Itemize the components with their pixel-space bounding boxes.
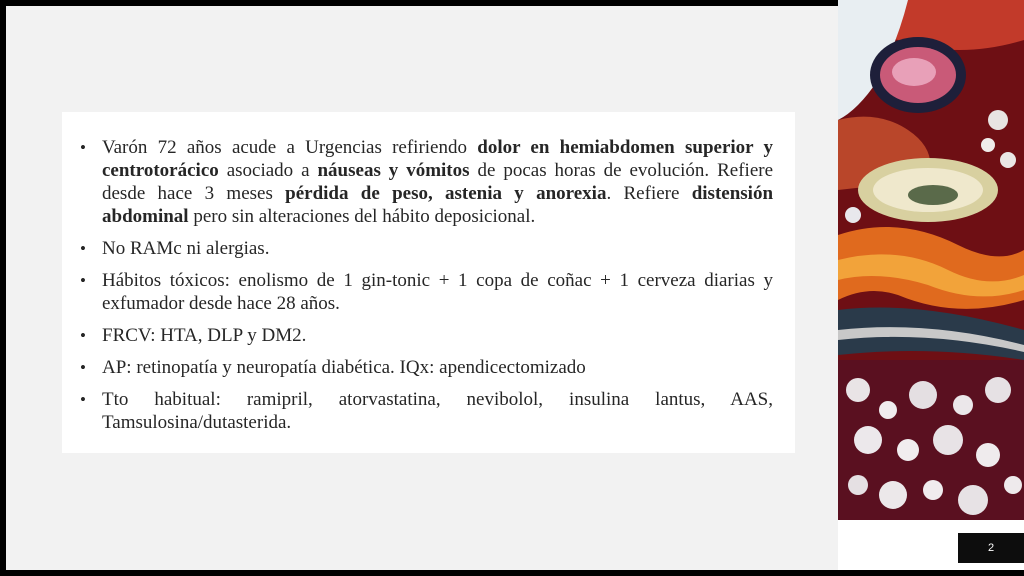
bullet-text: FRCV: HTA, DLP y DM2. [102, 325, 307, 346]
bullet-text: asociado a [218, 160, 318, 181]
page-number: 2 [958, 533, 1024, 563]
slide [6, 6, 838, 570]
content-text-box [62, 112, 795, 453]
bullet-mark: • [80, 239, 86, 258]
bullet-item [80, 324, 773, 347]
bullet-text-bold: distensión abdominal [102, 183, 774, 227]
bullet-item [80, 269, 773, 315]
bullet-mark: • [80, 358, 86, 377]
bullet-mark: • [80, 271, 86, 290]
bullet-text: Hábitos tóxicos: enolismo de 1 gin-tonic + 1 copa de coñac + 1 cerveza diarias y exfumador desde hace 28 años. [102, 270, 773, 314]
bullet-item [80, 136, 773, 228]
bullet-mark: • [80, 326, 86, 345]
bullet-mark: • [80, 138, 86, 157]
bullet-text: pero sin alteraciones del hábito deposicional. [188, 206, 536, 227]
bullet-mark: • [80, 390, 86, 409]
bullet-item [80, 356, 773, 379]
bullet-text: . Refiere [606, 183, 692, 204]
bullet-item [80, 237, 773, 260]
bullet-text-bold: náuseas y vómitos [317, 160, 470, 181]
bullet-text: No RAMc ni alergias. [102, 238, 270, 259]
bullet-item [80, 388, 773, 434]
decorative-art-image [838, 0, 1024, 520]
bullet-text: Varón 72 años acude a Urgencias refiriendo [102, 137, 478, 158]
bullet-text-bold: pérdida de peso, astenia y anorexia [285, 183, 607, 204]
bullet-text: de pocas horas de evolución. Refiere desde hace 3 meses [102, 160, 774, 204]
bullet-list [80, 136, 773, 443]
bullet-text-bold: dolor en hemiabdomen superior y centrotorácico [102, 137, 773, 181]
bullet-text: AP: retinopatía y neuropatía diabética. IQx: apendicectomizado [102, 357, 586, 378]
bullet-text: Tto habitual: ramipril, atorvastatina, nevibolol, insulina lantus, AAS, Tamsulosina/dutasterida. [102, 389, 773, 433]
